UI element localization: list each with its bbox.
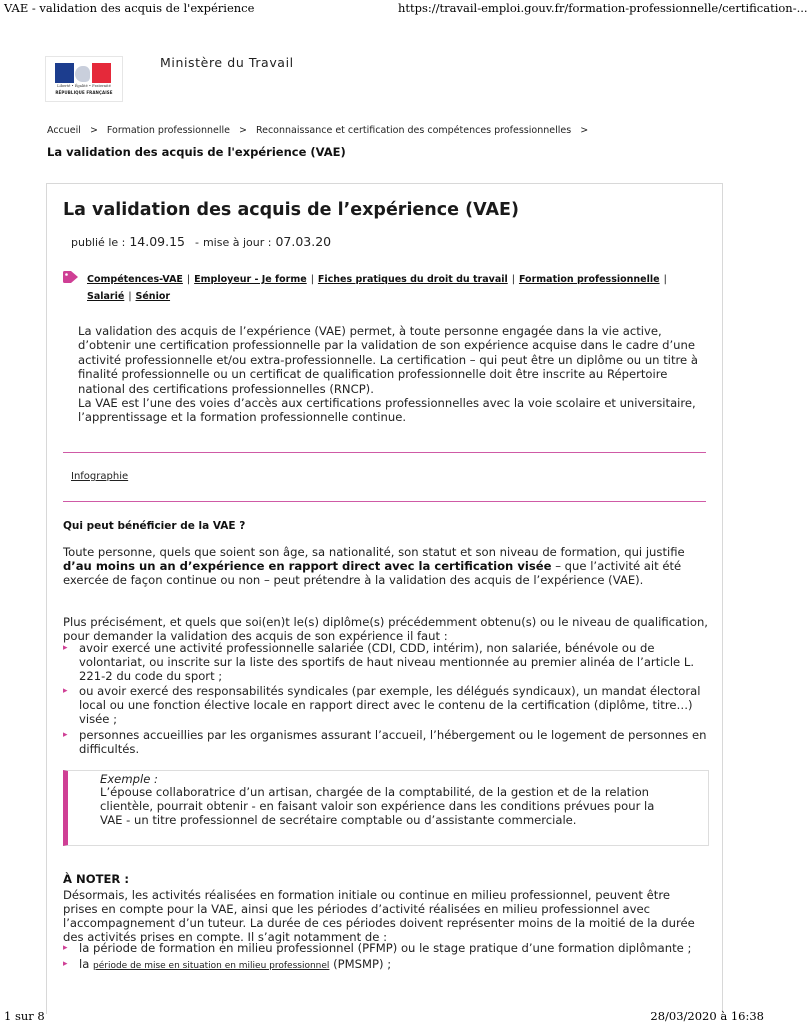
tag-list <box>87 272 715 305</box>
bullet-arrow-icon: ▸ <box>63 958 68 969</box>
intro-paragraph-1: La validation des acquis de l’expérience (VAE) permet, à toute personne engagée dans la vie active, d’obtenir une certification professionnelle par la validation de son expérience acquise dans le cadre d’une activité professionnelle et/ou extra-professionnelle. La certification – qui peut être un diplôme ou un titre à finalité professionnelle ou un certificat de qualification professionnelle doit être inscrite au Répertoire national des certifications professionnelles (RNCP). <box>78 324 698 396</box>
list-item-text: personnes accueillies par les organismes assurant l’accueil, l’hébergement ou le logement de personnes en difficultés. <box>79 727 707 756</box>
example-text: L’épouse collaboratrice d’un artisan, chargée de la comptabilité, de la gestion et de la relation clientèle, pourrait obtenir - en faisant valoir son expérience dans les conditions prévues pour la VAE - un titre professionnel de secrétaire comptable ou d’assistante commerciale. <box>100 785 655 828</box>
page-title: La validation des acquis de l’expérience (VAE) <box>63 200 519 220</box>
pmsmp-link[interactable]: période de mise en situation en milieu professionnel <box>93 960 330 971</box>
tag-separator: | <box>511 274 515 285</box>
breadcrumb <box>47 125 597 136</box>
note-heading: À NOTER : <box>63 872 129 886</box>
list-item-text: ou avoir exercé des responsabilités syndicales (par exemple, les délégués syndicaux), un mandat électoral local ou une fonction élective locale en rapport direct avec le contenu de la certification (diplôme, titre…) visée ; <box>79 684 701 726</box>
section-divider <box>63 452 706 453</box>
print-page-url: https://travail-emploi.gouv.fr/formation-professionnelle/certification-... <box>398 1 808 15</box>
published-date: 14.09.15 <box>129 234 185 249</box>
list-item <box>63 642 713 683</box>
print-header <box>0 0 808 16</box>
list-item <box>63 685 713 726</box>
breadcrumb-separator: > <box>580 125 589 136</box>
list-item-suffix: (PMSMP) ; <box>333 956 392 971</box>
eligibility-text-end: – que l’activité ait été exercée de façon continue ou non – peut prétendre à la validation des acquis de l’expérience (VAE). <box>63 559 682 587</box>
print-datetime: 28/03/2020 à 16:38 <box>650 1009 764 1023</box>
example-label: Exemple : <box>100 772 158 786</box>
published-label: publié le : <box>71 236 126 249</box>
tag-separator: | <box>186 274 191 285</box>
logo-motto: Liberté • Égalité • Fraternité <box>57 84 111 88</box>
breadcrumb-reconnaissance-certification[interactable]: Reconnaissance et certification des compétences professionnelles <box>255 125 572 136</box>
tag-senior[interactable]: Sénior <box>135 290 171 302</box>
requirements-list <box>63 642 713 758</box>
eligibility-text-bold: d’au moins un an d’expérience en rapport direct avec la certification visée <box>63 559 552 573</box>
breadcrumb-separator: > <box>89 125 98 136</box>
logo-republic-text: RÉPUBLIQUE FRANÇAISE <box>55 90 113 95</box>
list-item-text: avoir exercé une activité professionnelle salariée (CDI, CDD, intérim), non salariée, bénévole ou de volontariat, ou inscrite sur la liste des sportifs de haut niveau mentionnée au premier alinéa de l’article L. 221-2 du code du sport ; <box>79 641 695 683</box>
tag-formation-professionnelle[interactable]: Formation professionnelle <box>518 274 660 285</box>
example-box <box>63 770 709 846</box>
date-dash: - <box>195 236 199 249</box>
note-list <box>63 942 713 976</box>
tag-competences-vae[interactable]: Compétences-VAE <box>87 274 183 285</box>
tag-icon <box>63 271 78 283</box>
note-paragraph: Désormais, les activités réalisées en formation initiale ou continue en milieu professionnel, peuvent être prises en compte pour la VAE, ainsi que les périodes d’activité réalisées en milieu professionnel avec l’accompagnement d’un tuteur. La durée de ces périodes doivent représenter moins de la moitié de la durée des activités prises en compte. Il s’agit notamment de : <box>63 888 695 944</box>
eligibility-paragraph <box>63 545 708 587</box>
tag-separator: | <box>663 274 667 285</box>
list-item <box>63 942 713 956</box>
republique-francaise-logo[interactable] <box>45 56 123 102</box>
bullet-arrow-icon: ▸ <box>63 643 68 653</box>
list-item-prefix: la <box>79 956 90 971</box>
ministry-name[interactable]: Ministère du Travail <box>160 55 294 70</box>
bullet-arrow-icon: ▸ <box>63 943 68 953</box>
intro-paragraph-2: La VAE est l’une des voies d’accès aux certifications professionnelles avec la voie scolaire et universitaire, l’apprentissage et la formation professionnelle continue. <box>78 396 696 425</box>
print-footer <box>0 1008 768 1024</box>
updated-label: mise à jour : <box>202 236 272 249</box>
tag-fiches-pratiques[interactable]: Fiches pratiques du droit du travail <box>317 274 508 285</box>
bullet-arrow-icon: ▸ <box>63 729 68 740</box>
tag-employeur-je-forme[interactable]: Employeur - Je forme <box>194 274 307 285</box>
breadcrumb-formation-professionnelle[interactable]: Formation professionnelle <box>106 125 230 136</box>
tag-separator: | <box>310 274 314 285</box>
page-number: 1 sur 8 <box>4 1009 45 1023</box>
tag-salarie[interactable]: Salarié <box>87 290 125 302</box>
list-item <box>63 958 713 974</box>
breadcrumb-separator: > <box>238 125 247 136</box>
breadcrumb-current-page: La validation des acquis de l'expérience (VAE) <box>47 145 346 159</box>
publication-dates <box>71 234 331 249</box>
infographie-link[interactable]: Infographie <box>71 471 129 482</box>
marianne-flag-icon <box>55 63 111 83</box>
tag-separator: | <box>128 290 132 302</box>
updated-date: 07.03.20 <box>275 234 332 249</box>
section-divider <box>63 501 706 502</box>
list-item <box>63 729 713 757</box>
section-heading: Qui peut bénéficier de la VAE ? <box>63 520 246 532</box>
breadcrumb-accueil[interactable]: Accueil <box>47 125 81 136</box>
print-page-title: VAE - validation des acquis de l'expérience <box>4 1 255 15</box>
requirements-intro: Plus précisément, et quels que soi(en)t le(s) diplôme(s) précédemment obtenu(s) ou le niveau de qualification, pour demander la validation des acquis de son expérience il faut : <box>63 615 708 643</box>
list-item-text: la période de formation en milieu professionnel (PFMP) ou le stage pratique d’une formation diplômante ; <box>79 941 692 955</box>
eligibility-text-start: Toute personne, quels que soient son âge, sa nationalité, son statut et son niveau de formation, qui justifie <box>63 545 685 559</box>
bullet-arrow-icon: ▸ <box>63 686 68 697</box>
article-card <box>46 183 723 1014</box>
intro-text <box>78 324 708 425</box>
